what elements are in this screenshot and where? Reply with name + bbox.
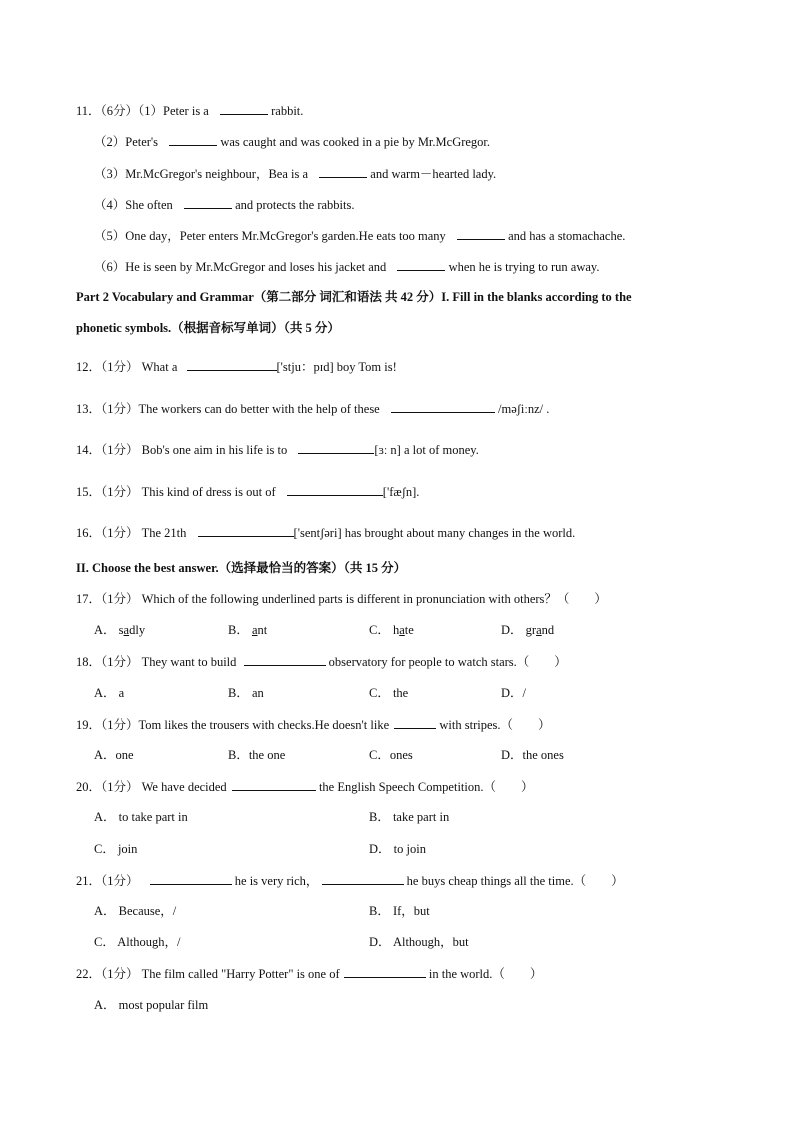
option-label: B． — [228, 623, 249, 637]
part2-heading-line1: Part 2 Vocabulary and Grammar（第二部分 词汇和语法 共 42 分）I. Fill in the blanks according to the — [76, 290, 632, 304]
q15-text: 15．（1分） This kind of dress is out of — [76, 485, 276, 499]
q12-phonetic: ['stju：pɪd] boy Tom is! — [276, 360, 397, 374]
q22-option-a[interactable]: A． most popular film — [94, 998, 209, 1012]
q11-s6-text-end: when he is trying to run away. — [448, 260, 600, 274]
answer-blank[interactable] — [457, 227, 505, 240]
q11-s5-text-end: and has a stomachache. — [508, 229, 626, 243]
answer-blank[interactable] — [394, 716, 436, 729]
q21-text-end: he buys cheap things all the time.（ ） — [406, 874, 624, 888]
q14-text: 14．（1分） Bob's one aim in his life is to — [76, 443, 288, 457]
part2-heading-line2: phonetic symbols.（根据音标写单词）（共 5 分） — [76, 321, 340, 335]
q19-option-c[interactable]: C．ones — [369, 748, 413, 762]
option-text: te — [404, 623, 414, 637]
q19-text: 19．（1分）Tom likes the trousers with checks.He doesn't like — [76, 718, 390, 732]
option-text: s — [118, 623, 124, 637]
option-text: h — [392, 623, 400, 637]
option-text: nd — [541, 623, 555, 637]
answer-blank[interactable] — [391, 400, 495, 413]
q17-option-d[interactable] — [501, 622, 554, 638]
q16-phonetic: ['sentʃəri] has brought about many changes in the world. — [293, 526, 576, 540]
answer-blank[interactable] — [287, 483, 383, 496]
q18-text-end: observatory for people to watch stars.（ ） — [328, 655, 567, 669]
answer-blank[interactable] — [319, 165, 367, 178]
q21-option-a[interactable]: A． Because，/ — [94, 904, 177, 918]
q20-text-end: the English Speech Competition.（ ） — [318, 780, 534, 794]
answer-blank[interactable] — [198, 524, 294, 537]
underlined-letter: a — [123, 623, 130, 637]
q18-stem — [76, 653, 567, 670]
option-label: A． — [94, 623, 116, 637]
q21-option-b[interactable]: B． If，but — [369, 904, 430, 918]
answer-blank[interactable] — [150, 872, 232, 885]
q11-s2-text: （2）Peter's — [94, 135, 159, 149]
option-text: nt — [257, 623, 268, 637]
q11-line5 — [94, 227, 625, 244]
q22-text-end: in the world.（ ） — [428, 967, 543, 981]
q14-line — [76, 441, 479, 458]
answer-blank[interactable] — [322, 872, 404, 885]
q22-text: 22．（1分） The film called "Harry Potter" is one of — [76, 967, 340, 981]
q11-s1-end: rabbit. — [271, 104, 304, 118]
q21-text-mid: he is very rich， — [234, 874, 319, 888]
q19-option-d[interactable]: D．the ones — [501, 748, 564, 762]
q22-stem — [76, 965, 542, 982]
q17-option-b[interactable] — [228, 622, 267, 638]
q11-line2 — [94, 133, 490, 150]
option-label: D． — [501, 623, 523, 637]
q19-text-end: with stripes.（ ） — [439, 718, 551, 732]
q15-phonetic: ['fæʃn]. — [382, 485, 420, 499]
q11-s4-text: （4）She often — [94, 198, 173, 212]
q20-text: 20．（1分） We have decided — [76, 780, 227, 794]
q11-line1 — [76, 102, 303, 119]
q16-line — [76, 524, 575, 541]
q15-line — [76, 483, 419, 500]
q11-s4-text-end: and protects the rabbits. — [235, 198, 355, 212]
q13-phonetic: /məʃiːnz/ . — [498, 402, 550, 416]
q11-line6 — [94, 258, 599, 275]
option-label: C． — [369, 623, 390, 637]
answer-blank[interactable] — [244, 653, 326, 666]
answer-blank[interactable] — [169, 133, 217, 146]
q19-option-a[interactable]: A．one — [94, 748, 134, 762]
q17-option-a[interactable] — [94, 622, 145, 638]
q19-stem — [76, 716, 551, 733]
underlined-letter: a — [251, 623, 258, 637]
q12-line — [76, 358, 397, 375]
answer-blank[interactable] — [184, 196, 232, 209]
answer-blank[interactable] — [187, 358, 277, 371]
answer-blank[interactable] — [397, 258, 445, 271]
q21-text: 21．（1分） — [76, 874, 139, 888]
q18-option-d[interactable]: D．/ — [501, 686, 527, 700]
q11-line3 — [94, 165, 496, 182]
underlined-letter: a — [399, 623, 405, 637]
q18-option-c[interactable]: C． the — [369, 686, 409, 700]
q18-text: 18．（1分） They want to build — [76, 655, 237, 669]
underlined-letter: a — [536, 623, 542, 637]
q20-option-c[interactable]: C． join — [94, 842, 138, 856]
q21-option-d[interactable]: D． Although，but — [369, 935, 469, 949]
q20-stem — [76, 778, 534, 795]
q20-option-a[interactable]: A． to take part in — [94, 810, 188, 824]
q14-phonetic: [ɜː n] a lot of money. — [374, 443, 479, 457]
q20-option-b[interactable]: B． take part in — [369, 810, 450, 824]
q11-head: 11．（6分）（1）Peter is a — [76, 104, 209, 118]
q11-line4 — [94, 196, 354, 213]
q16-text: 16．（1分） The 21th — [76, 526, 187, 540]
q11-s6-text: （6）He is seen by Mr.McGregor and loses his jacket and — [94, 260, 387, 274]
q21-stem — [76, 872, 624, 889]
q11-s3-text-end: and warm－hearted lady. — [370, 167, 497, 181]
answer-blank[interactable] — [298, 441, 374, 454]
q11-s3-text: （3）Mr.McGregor's neighbour，Bea is a — [94, 167, 309, 181]
q11-s2-text-end: was caught and was cooked in a pie by Mr.McGregor. — [220, 135, 491, 149]
q13-line — [76, 400, 549, 417]
q12-text: 12．（1分） What a — [76, 360, 178, 374]
option-text: gr — [525, 623, 537, 637]
answer-blank[interactable] — [344, 965, 426, 978]
q18-option-a[interactable]: A． a — [94, 686, 125, 700]
answer-blank[interactable] — [220, 102, 268, 115]
q18-option-b[interactable]: B． an — [228, 686, 264, 700]
option-text: dly — [129, 623, 146, 637]
q11-s5-text: （5）One day，Peter enters Mr.McGregor's garden.He eats too many — [94, 229, 446, 243]
q13-text: 13．（1分）The workers can do better with the help of these — [76, 402, 380, 416]
q20-option-d[interactable]: D． to join — [369, 842, 426, 856]
q17-stem: 17．（1分） Which of the following underlined parts is different in pronunciation with others？（ ） — [76, 592, 607, 606]
q21-option-c[interactable]: C． Although，/ — [94, 935, 181, 949]
q17-option-c[interactable] — [369, 622, 414, 638]
answer-blank[interactable] — [232, 778, 316, 791]
section2-heading: II. Choose the best answer.（选择最恰当的答案）（共 15 分） — [76, 561, 407, 575]
q19-option-b[interactable]: B．the one — [228, 748, 286, 762]
